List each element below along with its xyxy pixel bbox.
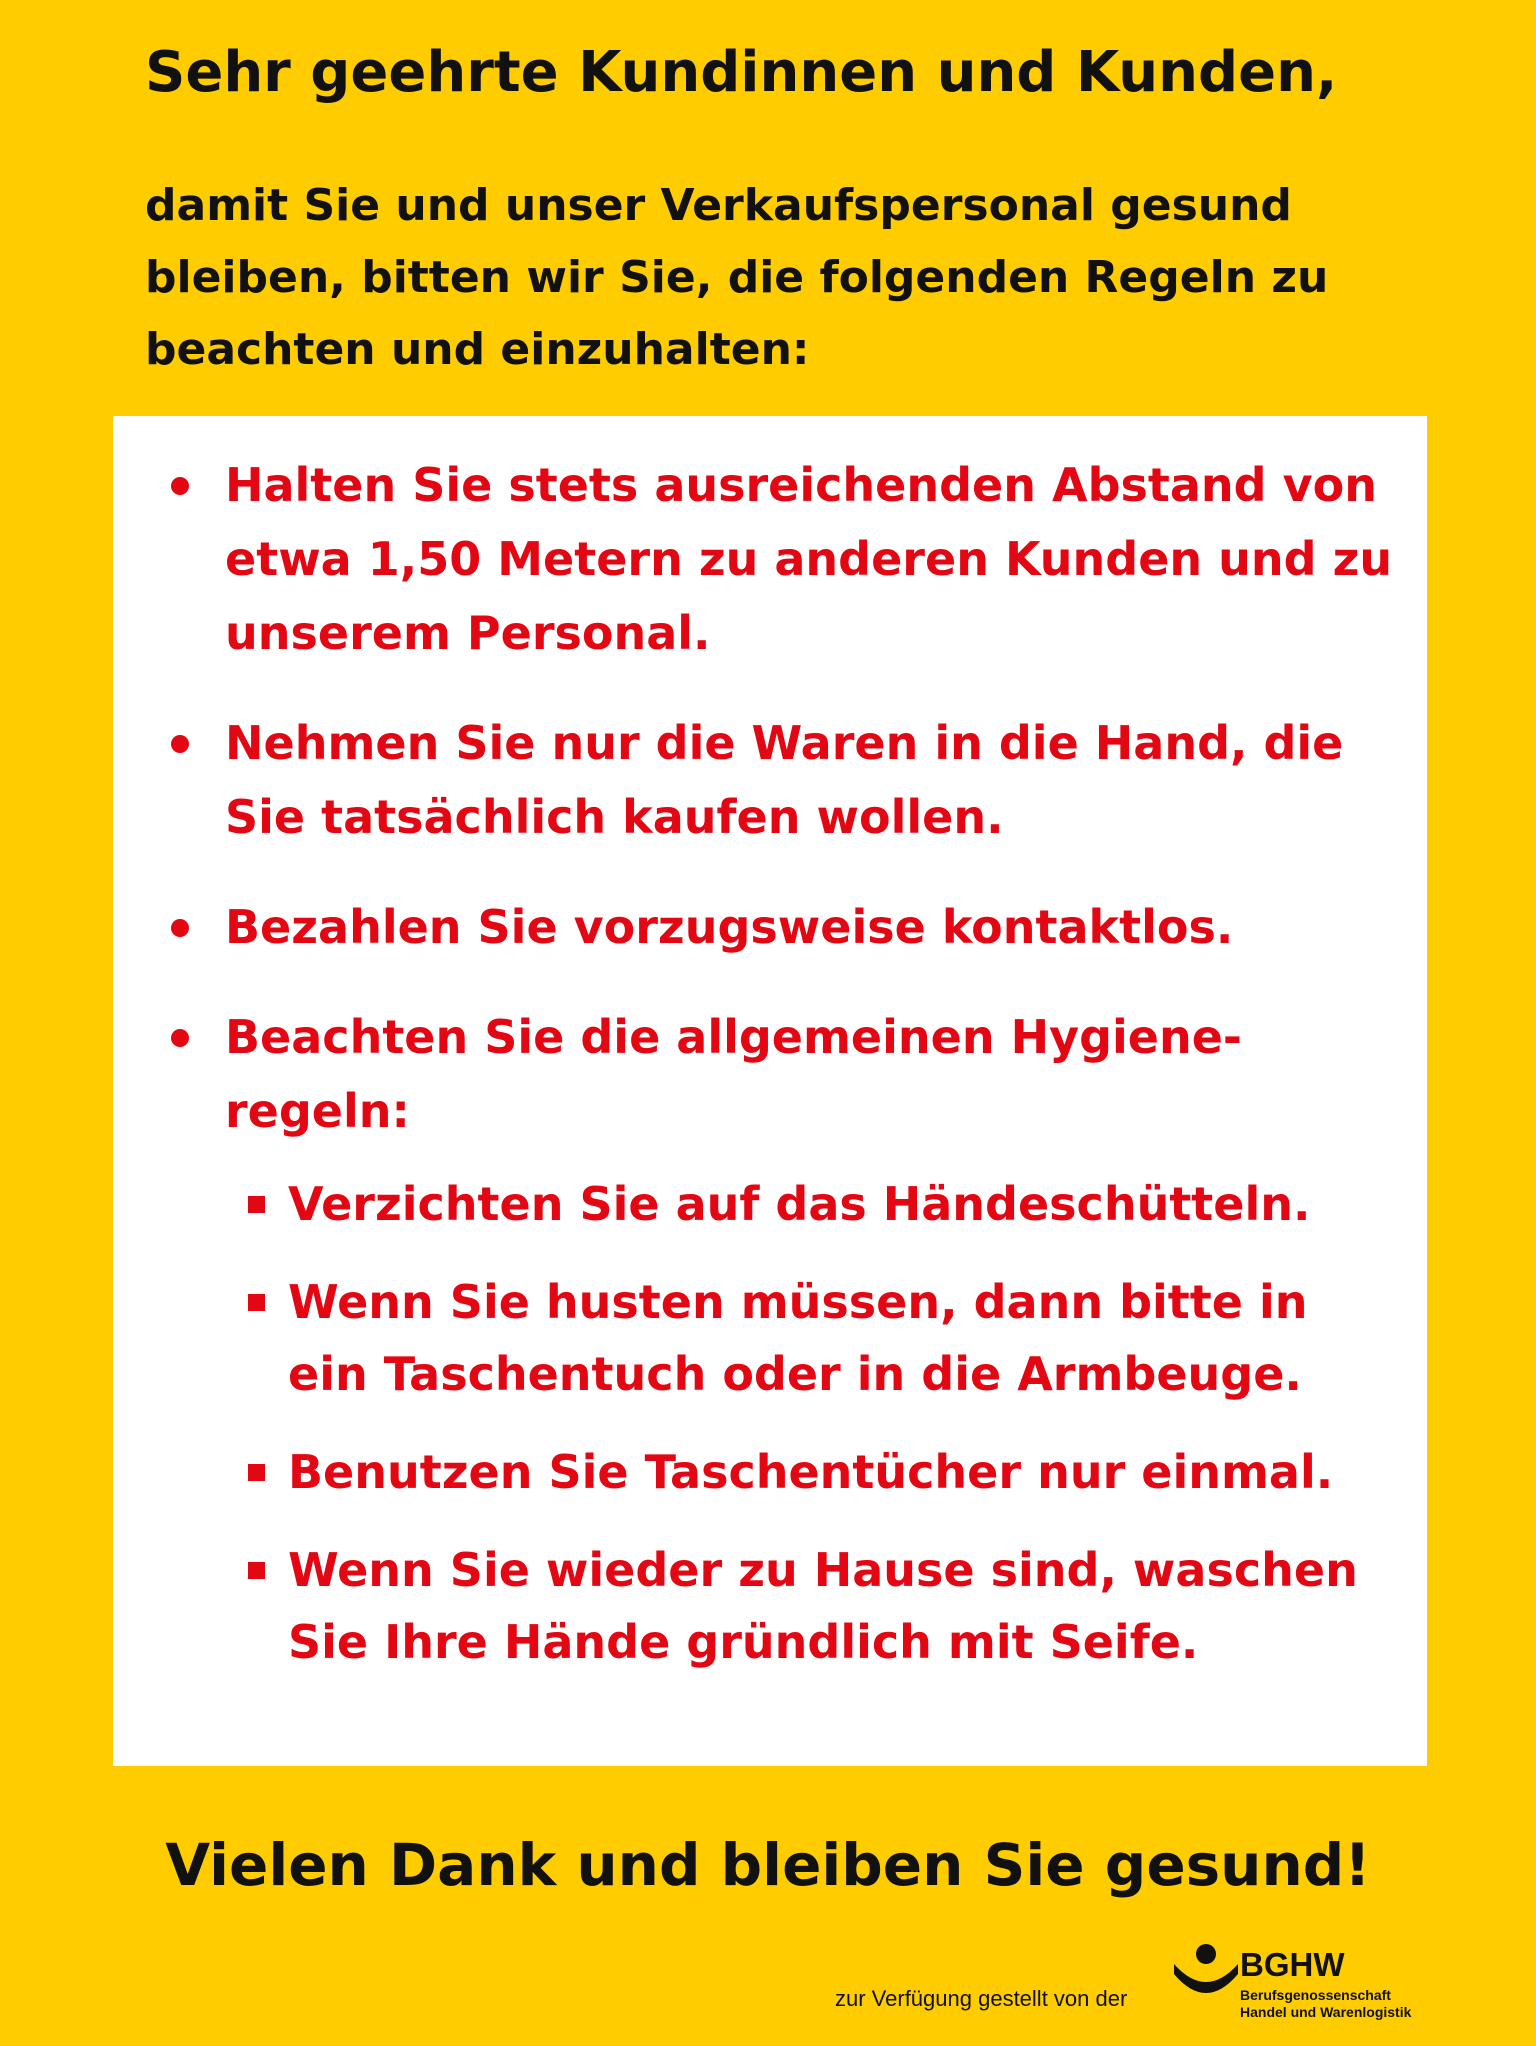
rule-text: Bezahlen Sie vorzugsweise kontaktlos. (225, 900, 1234, 954)
bullet-square-icon (248, 1196, 265, 1213)
rules-list (203, 448, 1403, 1714)
hygiene-rule-text: Benutzen Sie Taschentücher nur einmal. (288, 1445, 1334, 1499)
rules-panel (113, 416, 1427, 1766)
rule-hygiene (113, 1000, 1403, 1678)
rule-text: Nehmen Sie nur die Waren in die Hand, die Sie tatsächlich kaufen wollen. (225, 716, 1344, 844)
hygiene-rule-text: Verzichten Sie auf das Händeschütteln. (288, 1177, 1311, 1231)
hygiene-rule-text: Wenn Sie husten müssen, dann bitte in ein Taschentuch oder in die Armbeuge. (288, 1275, 1308, 1401)
bullet-dot-icon (171, 1029, 189, 1047)
provided-by-text: zur Verfügung gestellt von der (835, 1986, 1128, 2011)
logo-subline-2: Handel und Warenlogistik (1240, 2004, 1412, 2020)
hygiene-rule-coughing (135, 1266, 1403, 1410)
bullet-dot-icon (171, 919, 189, 937)
logo-name: BGHW (1240, 1946, 1345, 1983)
hygiene-rule-tissues (135, 1436, 1403, 1508)
logo-subline-1: Berufsgenossenschaft (1240, 1987, 1391, 2003)
bghw-logo (1172, 1940, 1512, 2030)
intro-text: damit Sie und unser Verkaufspersonal gesund bleiben, bitten wir Sie, die folgenden Regeln zu beachten und einzuhalten: (145, 180, 1329, 375)
rule-text: Halten Sie stets ausreichenden Abstand von etwa 1,50 Metern zu anderen Kunden und zu unserem Personal. (225, 458, 1393, 660)
bullet-square-icon (248, 1562, 265, 1579)
rule-goods (113, 706, 1403, 854)
bullet-square-icon (248, 1294, 265, 1311)
rule-text: Beachten Sie die allgemeinen Hygiene-regeln: (225, 1010, 1243, 1138)
logo-body-icon (1174, 1964, 1238, 1993)
hygiene-rules-list (225, 1168, 1403, 1678)
rule-distance (113, 448, 1403, 670)
closing-message: Vielen Dank und bleiben Sie gesund! (165, 1831, 1371, 1899)
hygiene-rule-text: Wenn Sie wieder zu Hause sind, waschen Sie Ihre Hände gründlich mit Seife. (288, 1543, 1358, 1669)
hygiene-rule-handwashing (135, 1534, 1403, 1678)
hygiene-rule-handshake (135, 1168, 1403, 1240)
bullet-dot-icon (171, 735, 189, 753)
logo-head-icon (1196, 1944, 1216, 1964)
rule-payment (113, 890, 1403, 964)
bullet-dot-icon (171, 477, 189, 495)
poster-heading: Sehr geehrte Kundinnen und Kunden, (145, 40, 1338, 105)
bullet-square-icon (248, 1464, 265, 1481)
